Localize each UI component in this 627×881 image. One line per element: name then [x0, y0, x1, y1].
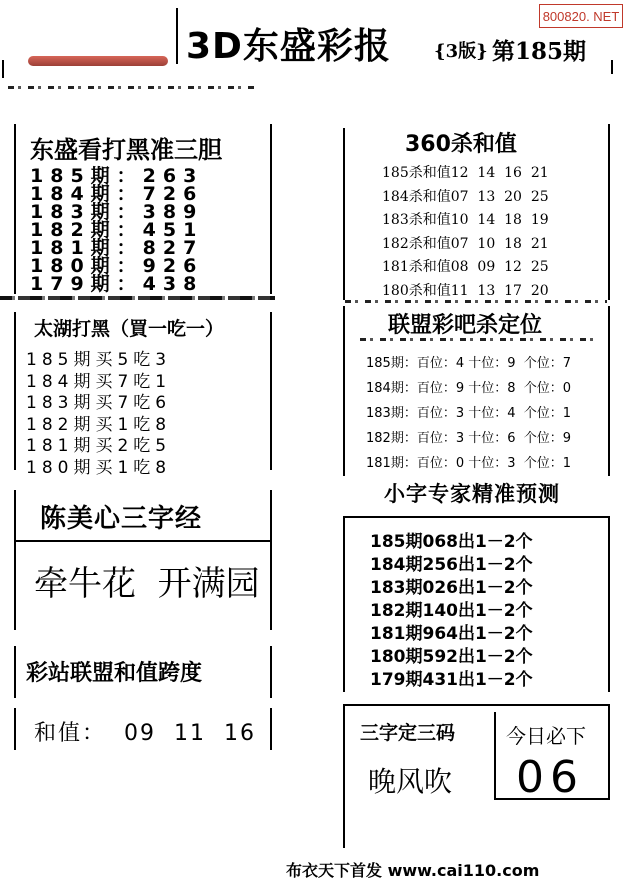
box8-title: 三字定三码	[360, 722, 456, 744]
box8-left-border	[343, 704, 345, 848]
box6-row: 179期431出1－2个	[370, 670, 533, 690]
box6-row: 185期068出1－2个	[370, 532, 533, 552]
box5-title: 陈美心三字经	[40, 504, 203, 534]
box3-row: 184期买7吃1	[26, 371, 172, 392]
box2-title: 360杀和值	[405, 132, 517, 157]
header-issue: 第185期	[492, 38, 587, 65]
box6-row: 181期964出1－2个	[370, 624, 533, 644]
box6-title: 小字专家精准预测	[384, 481, 560, 506]
box8-right-border	[608, 704, 610, 800]
box3-row: 182期买1吃8	[26, 414, 172, 435]
box1-right-border	[270, 124, 272, 294]
box1-row: 181期：827	[30, 237, 204, 259]
box6-row: 180期592出1－2个	[370, 647, 533, 667]
box8-top-border	[343, 704, 610, 706]
box6-row: 182期140出1－2个	[370, 601, 533, 621]
box7-value: 和值： 09 11 16	[34, 721, 256, 746]
box1-row: 179期：438	[30, 273, 204, 295]
box7b-left-border	[14, 708, 16, 750]
box4-row: 182期：百位：3 十位：6 个位：9	[366, 431, 572, 446]
header-title: 3D东盛彩报	[186, 26, 391, 67]
header-edition: {3版}	[434, 41, 488, 62]
box4-right-border	[608, 306, 610, 476]
box5-left-border	[14, 490, 16, 630]
box2-row: 185杀和值12 14 16 21	[382, 165, 549, 181]
box6-top-border	[343, 516, 610, 518]
box3-left-border	[14, 312, 16, 470]
box6-row: 183期026出1－2个	[370, 578, 533, 598]
box9-value: 06	[516, 752, 584, 803]
box2-right-border	[608, 124, 610, 300]
box2-row: 183杀和值10 14 18 19	[382, 212, 549, 228]
scan-noise	[360, 338, 600, 341]
box1-row: 180期：926	[30, 255, 204, 277]
box2-left-border	[343, 128, 345, 300]
box6-row: 184期256出1－2个	[370, 555, 533, 575]
box4-row: 181期：百位：0 十位：3 个位：1	[366, 456, 572, 471]
box1-row: 184期：726	[30, 183, 204, 205]
scan-noise	[0, 296, 275, 300]
box5-verse: 牵牛花 开满园	[34, 564, 260, 604]
box4-left-border	[343, 306, 345, 476]
box3-row: 181期买2吃5	[26, 436, 172, 456]
box4-row: 183期：百位：3 十位：4 个位：1	[366, 406, 572, 421]
header-divider	[176, 8, 178, 64]
box8-verse: 晚风吹	[368, 765, 453, 798]
box2-row: 181杀和值08 09 12 25	[382, 259, 549, 275]
box4-row: 184期：百位：9 十位：8 个位：0	[366, 381, 572, 396]
box3-row: 183期买7吃6	[26, 393, 172, 413]
box4-title: 联盟彩吧杀定位	[388, 312, 543, 338]
header-left-rule	[2, 60, 4, 78]
box5-right-border	[270, 490, 272, 630]
box7b-right-border	[270, 708, 272, 750]
scan-noise	[8, 86, 258, 89]
box3-right-border	[270, 312, 272, 470]
box6-right-border	[608, 516, 610, 692]
box1-left-border	[14, 124, 16, 294]
box6-left-border	[343, 516, 345, 692]
box3-title: 太湖打黑（買一吃一）	[34, 318, 225, 340]
box2-row: 182杀和值07 10 18 21	[382, 235, 549, 252]
box5-divider	[14, 540, 272, 542]
scan-noise	[345, 300, 607, 303]
header-right-rule	[611, 60, 613, 74]
footer-source: 布衣天下首发 www.cai110.com	[286, 861, 540, 880]
box7-right-border	[270, 646, 272, 698]
box1-row: 183期：389	[30, 201, 204, 223]
box1-row: 185期：263	[30, 165, 204, 187]
box2-row: 180杀和值11 13 17 20	[382, 282, 549, 299]
box9-divider	[494, 712, 496, 798]
box2-row: 184杀和值07 13 20 25	[382, 188, 549, 205]
box3-row: 185期买5吃3	[26, 350, 172, 370]
box7-left-border	[14, 646, 16, 698]
box1-row: 182期：451	[30, 219, 204, 241]
box1-title: 东盛看打黑准三胆	[30, 135, 222, 164]
box4-row: 185期：百位：4 十位：9 个位：7	[366, 356, 572, 371]
box9-title: 今日必下	[506, 724, 586, 748]
box7-title: 彩站联盟和值跨度	[26, 660, 203, 686]
header-logo-bar	[28, 56, 168, 66]
site-watermark: 800820. NET	[539, 4, 623, 28]
box3-row: 180期买1吃8	[26, 457, 172, 478]
